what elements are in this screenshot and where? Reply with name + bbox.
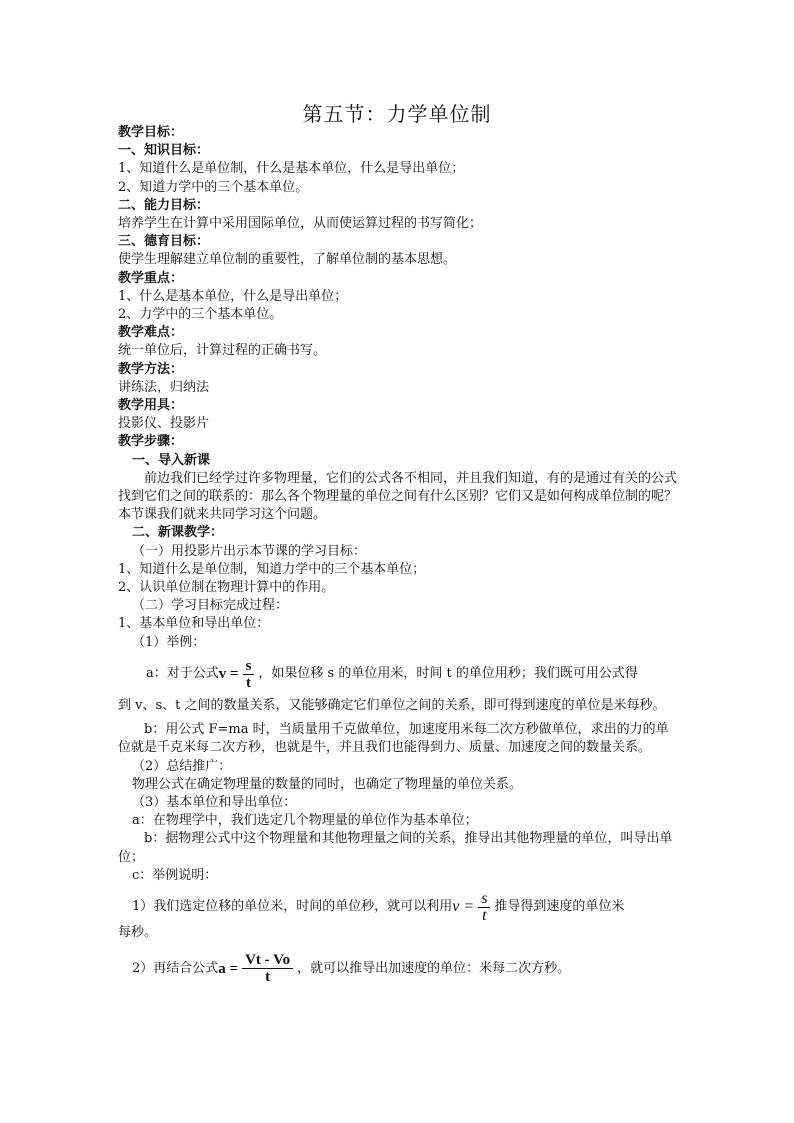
example-heading: （1）举例： [132,634,206,650]
moral-item: 使学生理解建立单位制的重要性，了解单位制的基本思想。 [118,252,457,268]
example-c1 [118,891,678,924]
moral-heading: 三、德育目标： [118,234,210,250]
formula-v-lhs: v = [218,666,239,683]
example-a [118,658,678,691]
difficulty-heading: 教学难点： [118,325,184,341]
intro-paragraph: 前边我们已经学过许多物理量，它们的公式各不相同，并且我们知道，有的是通过有关的公式找到它们之间的联系的：那么各个物理量的单位之间有什么区别？它们又是如何构成单位制的呢？本节课我们就来共同学习这个问题。 [118,470,678,523]
formula-denominator: t [482,906,487,924]
difficulty-item: 统一单位后，计算过程的正确书写。 [118,343,327,359]
example-c2-text: 2）再结合公式 [132,960,219,976]
formula-v-fraction [243,658,255,691]
section-two: （二）学习目标完成过程： [132,598,289,614]
knowledge-heading: 一、知识目标： [118,143,210,159]
formula-denominator: t [265,969,271,986]
lesson-content [118,124,678,985]
formula-v-lhs: v = [452,898,475,916]
example-c1-continuation: 每秒。 [118,924,158,940]
steps-heading: 教学步骤： [118,434,184,450]
page-title: 第五节：力学单位制 [302,102,492,126]
units-subsection: （3）基本单位和导出单位： [132,794,297,810]
new-lesson-heading: 二、新课教学： [132,525,224,541]
example-a-continuation: 到 v、s、t 之间的数量关系，又能够确定它们单位之间的关系，即可得到速度的单位是米每秒。 [118,697,666,713]
formula-numerator: s [243,658,255,675]
key-points-heading: 教学重点： [118,270,184,286]
formula-v-fraction [478,891,490,924]
section-one: （一）用投影片出示本节课的学习目标： [132,543,367,559]
summary-heading: （2）总结推广： [132,758,232,774]
key-point-item: 1、什么是基本单位，什么是导出单位； [118,288,348,304]
example-c1-text: 推导得到速度的单位米 [494,899,625,915]
ability-heading: 二、能力目标： [118,197,210,213]
example-c2-text: ，就可以推导出加速度的单位：米每二次方秒。 [297,960,571,976]
example-c1-text: 1）我们选定位移的单位米，时间的单位秒，就可以利用 [132,899,453,915]
summary-text: 物理公式在确定物理量的数量的同时，也确定了物理量的单位关系。 [132,776,523,792]
objective-item: 2、认识单位制在物理计算中的作用。 [118,580,335,596]
knowledge-item: 2、知道力学中的三个基本单位。 [118,179,309,195]
method-item: 讲练法，归纳法 [118,379,210,395]
units-item-c: c：举例说明： [132,867,218,883]
intro-heading: 一、导入新课 [132,452,211,468]
tools-item: 投影仪、投影片 [118,416,210,432]
knowledge-item: 1、知道什么是单位制，什么是基本单位，什么是导出单位； [118,161,465,177]
example-a-text: a：对于公式 [146,666,219,682]
ability-item: 培养学生在计算中采用国际单位，从而使运算过程的书写简化； [118,216,483,232]
method-heading: 教学方法： [118,361,184,377]
objectives-heading: 教学目标： [118,125,184,140]
formula-a-lhs: a = [218,960,239,977]
example-b: b：用公式 F=ma 时，当质量用千克做单位，加速度用米每二次方秒做单位，求出的力的单位就是千克米每二次方秒，也就是牛，并且我们也能得到力、质量、加速度之间的数量关系。 [118,722,669,756]
example-a-text: ，如果位移 s 的单位用米，时间 t 的单位用秒；我们既可用公式得 [258,666,638,682]
formula-denominator: t [246,674,251,691]
key-point-item: 2、力学中的三个基本单位。 [118,307,283,323]
formula-numerator: Vt - Vo [242,952,293,969]
units-item-b: b：据物理公式中这个物理量和其他物理量之间的关系，推导出其他物理量的单位，叫导出单位； [118,831,673,865]
objective-item: 1、知道什么是单位制，知道力学中的三个基本单位； [118,561,426,577]
example-c2 [118,952,678,985]
formula-numerator: s [478,891,490,908]
subsection-units: 1、基本单位和导出单位： [118,616,270,632]
tools-heading: 教学用具： [118,398,184,414]
formula-a-fraction [242,952,293,985]
units-item-a: a：在物理学中，我们选定几个物理量的单位作为基本单位； [132,813,478,829]
